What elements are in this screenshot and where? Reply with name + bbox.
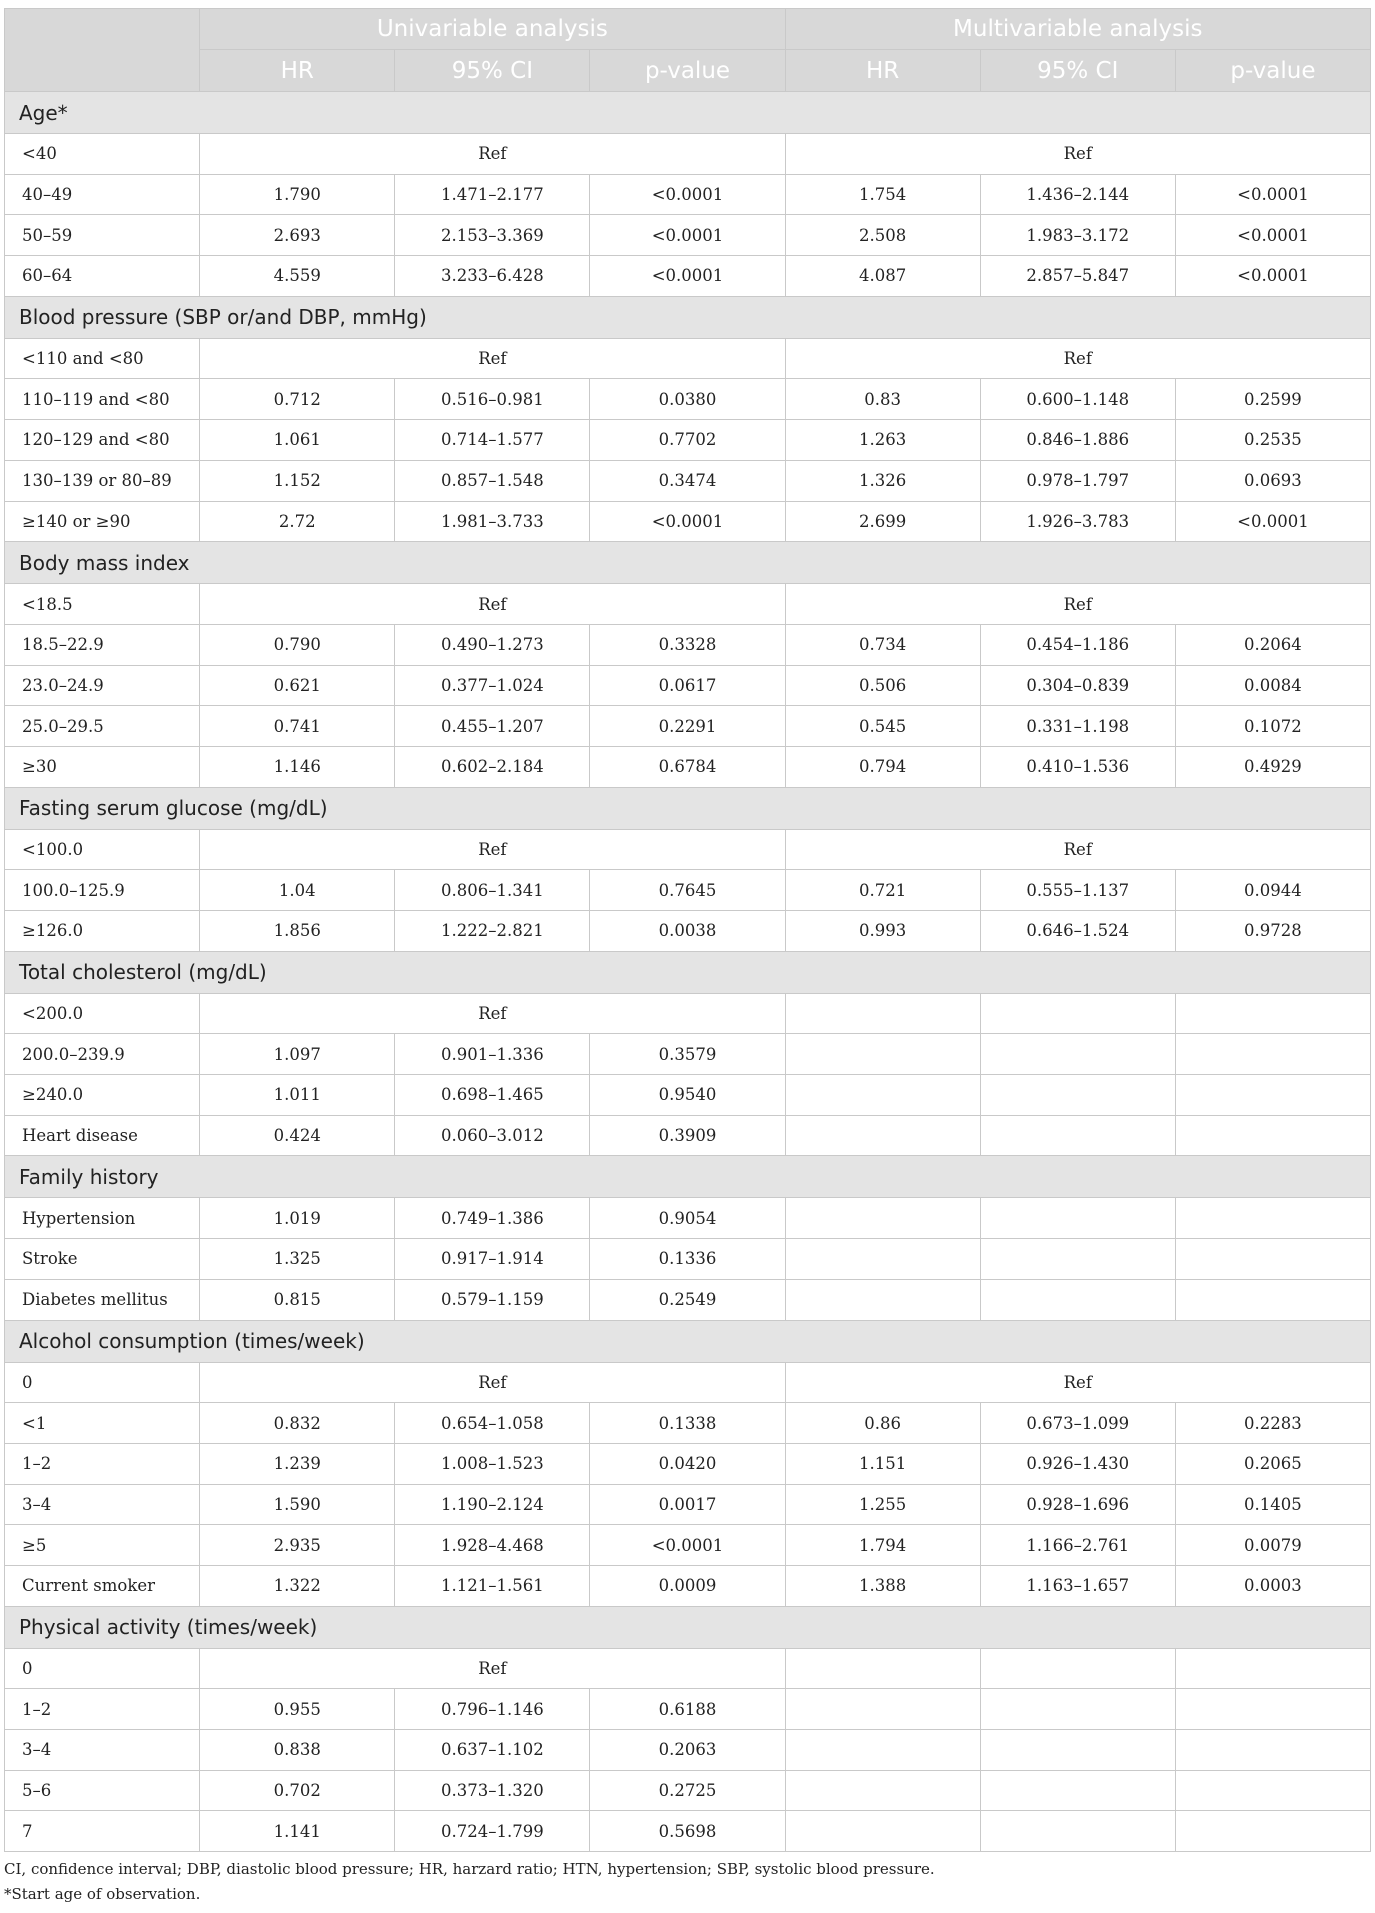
table-row — [5, 379, 1371, 420]
uni-p-cell: 0.0017 — [590, 1484, 785, 1525]
uni-p-cell: 0.2291 — [590, 706, 785, 747]
row-label: 3–4 — [5, 1730, 200, 1771]
uni-ci-cell: 0.857–1.548 — [395, 460, 590, 501]
uni-p-cell: 0.3474 — [590, 460, 785, 501]
uni-ref-cell: Ref — [200, 584, 785, 625]
multi-hr-cell: 4.087 — [785, 256, 980, 297]
uni-hr-cell: 0.702 — [200, 1770, 395, 1811]
uni-p-cell: 0.9540 — [590, 1075, 785, 1116]
row-label: ≥126.0 — [5, 911, 200, 952]
uni-ref-cell: Ref — [200, 1648, 785, 1689]
group-header-row — [5, 296, 1371, 338]
uni-p-cell: 0.7702 — [590, 420, 785, 461]
uni-ci-cell: 1.121–1.561 — [395, 1565, 590, 1606]
table-row — [5, 1689, 1371, 1730]
multi-ci-cell: 0.978–1.797 — [980, 460, 1175, 501]
uni-hr-cell: 4.559 — [200, 256, 395, 297]
empty-cell — [1175, 1198, 1370, 1239]
group-title: Age* — [5, 92, 1371, 134]
uni-ci-cell: 0.749–1.386 — [395, 1198, 590, 1239]
group-title: Physical activity (times/week) — [5, 1606, 1371, 1648]
multi-ci-cell: 0.600–1.148 — [980, 379, 1175, 420]
multi-p-cell: 0.2283 — [1175, 1403, 1370, 1444]
empty-cell — [785, 1034, 980, 1075]
multi-ci-cell: 0.304–0.839 — [980, 665, 1175, 706]
uni-hr-cell: 1.061 — [200, 420, 395, 461]
uni-hr-cell: 0.955 — [200, 1689, 395, 1730]
table-row — [5, 1279, 1371, 1320]
table-header — [5, 9, 1371, 92]
uni-ref-cell: Ref — [200, 134, 785, 175]
uni-hr-cell: 1.856 — [200, 911, 395, 952]
uni-pvalue-header: p-value — [590, 50, 785, 92]
abbreviations-footnote: CI, confidence interval; DBP, diastolic blood pressure; HR, harzard ratio; HTN, hypertension; SBP, systolic blood pressure. — [4, 1860, 935, 1878]
empty-cell — [785, 1811, 980, 1852]
uni-ref-cell: Ref — [200, 829, 785, 870]
multi-ci-cell: 0.926–1.430 — [980, 1443, 1175, 1484]
multi-ci-cell: 0.555–1.137 — [980, 870, 1175, 911]
empty-cell — [785, 993, 980, 1034]
uni-p-cell: 0.5698 — [590, 1811, 785, 1852]
group-title: Family history — [5, 1156, 1371, 1198]
multi-p-cell: 0.0944 — [1175, 870, 1370, 911]
uni-hr-cell: 0.790 — [200, 624, 395, 665]
uni-ci-cell: 1.222–2.821 — [395, 911, 590, 952]
empty-cell — [1175, 1648, 1370, 1689]
empty-cell — [785, 1770, 980, 1811]
empty-cell — [980, 1770, 1175, 1811]
uni-ci-cell: 0.714–1.577 — [395, 420, 590, 461]
uni-ci-cell: 2.153–3.369 — [395, 215, 590, 256]
multi-ref-cell: Ref — [785, 829, 1370, 870]
uni-p-cell: 0.6188 — [590, 1689, 785, 1730]
uni-p-cell: <0.0001 — [590, 256, 785, 297]
group-header-row — [5, 92, 1371, 134]
empty-cell — [980, 1648, 1175, 1689]
uni-ci-cell: 0.490–1.273 — [395, 624, 590, 665]
uni-ci-cell: 1.981–3.733 — [395, 501, 590, 542]
multi-hr-cell: 0.794 — [785, 746, 980, 787]
empty-cell — [1175, 1115, 1370, 1156]
multi-hr-cell: 1.754 — [785, 174, 980, 215]
empty-cell — [1175, 1034, 1370, 1075]
multi-hr-cell: 2.699 — [785, 501, 980, 542]
multi-p-cell: 0.2064 — [1175, 624, 1370, 665]
table-row — [5, 1239, 1371, 1280]
uni-p-cell: 0.7645 — [590, 870, 785, 911]
empty-cell — [980, 993, 1175, 1034]
hazard-ratio-table-container — [4, 8, 1371, 1852]
table-row — [5, 584, 1371, 625]
table-row — [5, 1525, 1371, 1566]
uni-ci-cell: 0.602–2.184 — [395, 746, 590, 787]
table-row — [5, 1730, 1371, 1771]
group-header-row — [5, 1156, 1371, 1198]
row-label: ≥30 — [5, 746, 200, 787]
uni-p-cell: 0.3328 — [590, 624, 785, 665]
row-label: 100.0–125.9 — [5, 870, 200, 911]
multi-hr-cell: 0.86 — [785, 1403, 980, 1444]
empty-cell — [785, 1198, 980, 1239]
multi-p-cell: 0.2535 — [1175, 420, 1370, 461]
table-row — [5, 706, 1371, 747]
uni-p-cell: 0.6784 — [590, 746, 785, 787]
uni-ci-cell: 1.928–4.468 — [395, 1525, 590, 1566]
empty-cell — [1175, 993, 1370, 1034]
table-row — [5, 911, 1371, 952]
uni-hr-cell: 0.621 — [200, 665, 395, 706]
multi-hr-cell: 0.83 — [785, 379, 980, 420]
empty-cell — [785, 1648, 980, 1689]
uni-ci-cell: 1.471–2.177 — [395, 174, 590, 215]
multi-ci-cell: 0.454–1.186 — [980, 624, 1175, 665]
group-title: Total cholesterol (mg/dL) — [5, 951, 1371, 993]
empty-cell — [980, 1730, 1175, 1771]
uni-hr-cell: 1.325 — [200, 1239, 395, 1280]
univariable-header: Univariable analysis — [200, 9, 785, 50]
multi-p-cell: 0.0693 — [1175, 460, 1370, 501]
table-row — [5, 993, 1371, 1034]
multi-p-cell: 0.0003 — [1175, 1565, 1370, 1606]
table-row — [5, 1075, 1371, 1116]
table-body — [5, 92, 1371, 1852]
multi-ci-cell: 1.926–3.783 — [980, 501, 1175, 542]
table-row — [5, 1565, 1371, 1606]
multi-ref-cell: Ref — [785, 134, 1370, 175]
uni-hr-cell: 1.790 — [200, 174, 395, 215]
multi-p-cell: 0.1405 — [1175, 1484, 1370, 1525]
multi-ci-header: 95% CI — [980, 50, 1175, 92]
row-label: 23.0–24.9 — [5, 665, 200, 706]
uni-ci-cell: 0.516–0.981 — [395, 379, 590, 420]
uni-hr-cell: 0.712 — [200, 379, 395, 420]
uni-p-cell: 0.0038 — [590, 911, 785, 952]
multi-p-cell: 0.0084 — [1175, 665, 1370, 706]
table-row — [5, 215, 1371, 256]
multi-hr-cell: 0.734 — [785, 624, 980, 665]
table-row — [5, 746, 1371, 787]
star-footnote: *Start age of observation. — [4, 1885, 201, 1903]
multi-ref-cell: Ref — [785, 1362, 1370, 1403]
table-row — [5, 1115, 1371, 1156]
uni-p-cell: 0.0380 — [590, 379, 785, 420]
row-label: ≥140 or ≥90 — [5, 501, 200, 542]
header-blank-cell — [5, 50, 200, 92]
group-header-row — [5, 542, 1371, 584]
multi-ci-cell: 1.163–1.657 — [980, 1565, 1175, 1606]
multi-hr-cell: 0.545 — [785, 706, 980, 747]
multi-ci-cell: 0.928–1.696 — [980, 1484, 1175, 1525]
empty-cell — [1175, 1689, 1370, 1730]
empty-cell — [785, 1239, 980, 1280]
multi-hr-cell: 1.326 — [785, 460, 980, 501]
uni-hr-cell: 1.146 — [200, 746, 395, 787]
row-label: 5–6 — [5, 1770, 200, 1811]
uni-ci-cell: 0.917–1.914 — [395, 1239, 590, 1280]
uni-ref-cell: Ref — [200, 993, 785, 1034]
empty-cell — [980, 1075, 1175, 1116]
multi-hr-cell: 1.255 — [785, 1484, 980, 1525]
row-label: <100.0 — [5, 829, 200, 870]
uni-ci-cell: 0.455–1.207 — [395, 706, 590, 747]
table-row — [5, 829, 1371, 870]
uni-p-cell: 0.3579 — [590, 1034, 785, 1075]
multi-ci-cell: 1.983–3.172 — [980, 215, 1175, 256]
table-row — [5, 1770, 1371, 1811]
table-row — [5, 624, 1371, 665]
row-label: 1–2 — [5, 1443, 200, 1484]
multi-p-cell: <0.0001 — [1175, 256, 1370, 297]
multi-ci-cell: 1.436–2.144 — [980, 174, 1175, 215]
multi-p-cell: 0.4929 — [1175, 746, 1370, 787]
multi-p-cell: <0.0001 — [1175, 501, 1370, 542]
multi-hr-cell: 0.506 — [785, 665, 980, 706]
uni-ci-header: 95% CI — [395, 50, 590, 92]
uni-p-cell: 0.0420 — [590, 1443, 785, 1484]
row-label: 130–139 or 80–89 — [5, 460, 200, 501]
row-label: 200.0–239.9 — [5, 1034, 200, 1075]
uni-p-cell: 0.1338 — [590, 1403, 785, 1444]
table-row — [5, 256, 1371, 297]
table-row — [5, 1811, 1371, 1852]
uni-hr-cell: 1.011 — [200, 1075, 395, 1116]
multi-ref-cell: Ref — [785, 584, 1370, 625]
row-label: 25.0–29.5 — [5, 706, 200, 747]
multi-hr-cell: 1.263 — [785, 420, 980, 461]
empty-cell — [1175, 1239, 1370, 1280]
uni-ci-cell: 0.373–1.320 — [395, 1770, 590, 1811]
table-row — [5, 1034, 1371, 1075]
uni-p-cell: 0.2549 — [590, 1279, 785, 1320]
empty-cell — [980, 1198, 1175, 1239]
multi-hr-cell: 0.993 — [785, 911, 980, 952]
row-label: ≥5 — [5, 1525, 200, 1566]
multi-hr-cell: 1.388 — [785, 1565, 980, 1606]
multi-ci-cell: 1.166–2.761 — [980, 1525, 1175, 1566]
header-blank-cell — [5, 9, 200, 50]
uni-ref-cell: Ref — [200, 338, 785, 379]
uni-ci-cell: 0.579–1.159 — [395, 1279, 590, 1320]
uni-p-cell: 0.9054 — [590, 1198, 785, 1239]
empty-cell — [785, 1115, 980, 1156]
uni-hr-cell: 1.04 — [200, 870, 395, 911]
multi-hr-cell: 1.794 — [785, 1525, 980, 1566]
uni-hr-cell: 1.152 — [200, 460, 395, 501]
row-label: 0 — [5, 1648, 200, 1689]
uni-p-cell: 0.2063 — [590, 1730, 785, 1771]
table-row — [5, 1198, 1371, 1239]
row-label: Heart disease — [5, 1115, 200, 1156]
uni-hr-cell: 1.239 — [200, 1443, 395, 1484]
uni-p-cell: 0.3909 — [590, 1115, 785, 1156]
row-label: 120–129 and <80 — [5, 420, 200, 461]
table-row — [5, 1443, 1371, 1484]
empty-cell — [785, 1730, 980, 1771]
multi-ci-cell: 0.331–1.198 — [980, 706, 1175, 747]
multi-hr-header: HR — [785, 50, 980, 92]
uni-p-cell: 0.2725 — [590, 1770, 785, 1811]
uni-ci-cell: 0.724–1.799 — [395, 1811, 590, 1852]
row-label: 1–2 — [5, 1689, 200, 1730]
uni-ci-cell: 1.190–2.124 — [395, 1484, 590, 1525]
group-header-row — [5, 1606, 1371, 1648]
uni-ref-cell: Ref — [200, 1362, 785, 1403]
row-label: 18.5–22.9 — [5, 624, 200, 665]
row-label: ≥240.0 — [5, 1075, 200, 1116]
multi-ci-cell: 0.673–1.099 — [980, 1403, 1175, 1444]
multi-p-cell: 0.9728 — [1175, 911, 1370, 952]
row-label: 7 — [5, 1811, 200, 1852]
uni-p-cell: <0.0001 — [590, 501, 785, 542]
row-label: <110 and <80 — [5, 338, 200, 379]
uni-ci-cell: 0.637–1.102 — [395, 1730, 590, 1771]
empty-cell — [785, 1689, 980, 1730]
row-label: Current smoker — [5, 1565, 200, 1606]
row-label: Stroke — [5, 1239, 200, 1280]
row-label: Diabetes mellitus — [5, 1279, 200, 1320]
multi-hr-cell: 0.721 — [785, 870, 980, 911]
uni-p-cell: 0.1336 — [590, 1239, 785, 1280]
row-label: 60–64 — [5, 256, 200, 297]
uni-ci-cell: 0.060–3.012 — [395, 1115, 590, 1156]
empty-cell — [1175, 1279, 1370, 1320]
table-row — [5, 1648, 1371, 1689]
row-label: 40–49 — [5, 174, 200, 215]
group-header-row — [5, 951, 1371, 993]
empty-cell — [980, 1115, 1175, 1156]
group-title: Blood pressure (SBP or/and DBP, mmHg) — [5, 296, 1371, 338]
empty-cell — [980, 1239, 1175, 1280]
uni-ci-cell: 0.806–1.341 — [395, 870, 590, 911]
uni-hr-cell: 2.935 — [200, 1525, 395, 1566]
multi-ci-cell: 2.857–5.847 — [980, 256, 1175, 297]
uni-ci-cell: 0.901–1.336 — [395, 1034, 590, 1075]
empty-cell — [1175, 1730, 1370, 1771]
row-label: Hypertension — [5, 1198, 200, 1239]
multi-hr-cell: 2.508 — [785, 215, 980, 256]
uni-hr-cell: 1.019 — [200, 1198, 395, 1239]
table-row — [5, 338, 1371, 379]
uni-hr-cell: 0.815 — [200, 1279, 395, 1320]
row-label: <1 — [5, 1403, 200, 1444]
multi-pvalue-header: p-value — [1175, 50, 1370, 92]
uni-ci-cell: 0.796–1.146 — [395, 1689, 590, 1730]
empty-cell — [785, 1075, 980, 1116]
uni-p-cell: <0.0001 — [590, 1525, 785, 1566]
table-row — [5, 1484, 1371, 1525]
multi-p-cell: 0.2599 — [1175, 379, 1370, 420]
table-row — [5, 501, 1371, 542]
empty-cell — [980, 1034, 1175, 1075]
row-label: <40 — [5, 134, 200, 175]
uni-p-cell: <0.0001 — [590, 174, 785, 215]
multi-hr-cell: 1.151 — [785, 1443, 980, 1484]
uni-hr-cell: 1.097 — [200, 1034, 395, 1075]
table-row — [5, 420, 1371, 461]
group-header-row — [5, 1320, 1371, 1362]
table-row — [5, 134, 1371, 175]
table-row — [5, 665, 1371, 706]
uni-hr-cell: 1.141 — [200, 1811, 395, 1852]
uni-p-cell: <0.0001 — [590, 215, 785, 256]
multi-p-cell: 0.2065 — [1175, 1443, 1370, 1484]
uni-hr-cell: 2.693 — [200, 215, 395, 256]
uni-ci-cell: 0.654–1.058 — [395, 1403, 590, 1444]
multivariable-header: Multivariable analysis — [785, 9, 1370, 50]
row-label: <18.5 — [5, 584, 200, 625]
table-row — [5, 1362, 1371, 1403]
uni-hr-cell: 0.832 — [200, 1403, 395, 1444]
uni-ci-cell: 3.233–6.428 — [395, 256, 590, 297]
multi-ci-cell: 0.646–1.524 — [980, 911, 1175, 952]
multi-ci-cell: 0.846–1.886 — [980, 420, 1175, 461]
multi-ci-cell: 0.410–1.536 — [980, 746, 1175, 787]
empty-cell — [1175, 1770, 1370, 1811]
row-label: 3–4 — [5, 1484, 200, 1525]
row-label: 110–119 and <80 — [5, 379, 200, 420]
group-title: Alcohol consumption (times/week) — [5, 1320, 1371, 1362]
multi-p-cell: <0.0001 — [1175, 215, 1370, 256]
uni-hr-cell: 2.72 — [200, 501, 395, 542]
table-row — [5, 870, 1371, 911]
uni-hr-header: HR — [200, 50, 395, 92]
multi-p-cell: 0.1072 — [1175, 706, 1370, 747]
uni-ci-cell: 0.698–1.465 — [395, 1075, 590, 1116]
empty-cell — [980, 1689, 1175, 1730]
table-row — [5, 460, 1371, 501]
multi-p-cell: <0.0001 — [1175, 174, 1370, 215]
uni-hr-cell: 0.424 — [200, 1115, 395, 1156]
uni-ci-cell: 1.008–1.523 — [395, 1443, 590, 1484]
table-row — [5, 1403, 1371, 1444]
empty-cell — [1175, 1811, 1370, 1852]
uni-p-cell: 0.0617 — [590, 665, 785, 706]
group-header-row — [5, 787, 1371, 829]
table-row — [5, 174, 1371, 215]
row-label: <200.0 — [5, 993, 200, 1034]
uni-p-cell: 0.0009 — [590, 1565, 785, 1606]
row-label: 50–59 — [5, 215, 200, 256]
empty-cell — [1175, 1075, 1370, 1116]
empty-cell — [785, 1279, 980, 1320]
empty-cell — [980, 1811, 1175, 1852]
uni-hr-cell: 0.741 — [200, 706, 395, 747]
group-title: Body mass index — [5, 542, 1371, 584]
group-title: Fasting serum glucose (mg/dL) — [5, 787, 1371, 829]
uni-hr-cell: 1.590 — [200, 1484, 395, 1525]
uni-hr-cell: 0.838 — [200, 1730, 395, 1771]
multi-ref-cell: Ref — [785, 338, 1370, 379]
empty-cell — [980, 1279, 1175, 1320]
uni-ci-cell: 0.377–1.024 — [395, 665, 590, 706]
hazard-ratio-table — [4, 8, 1371, 1852]
row-label: 0 — [5, 1362, 200, 1403]
uni-hr-cell: 1.322 — [200, 1565, 395, 1606]
multi-p-cell: 0.0079 — [1175, 1525, 1370, 1566]
